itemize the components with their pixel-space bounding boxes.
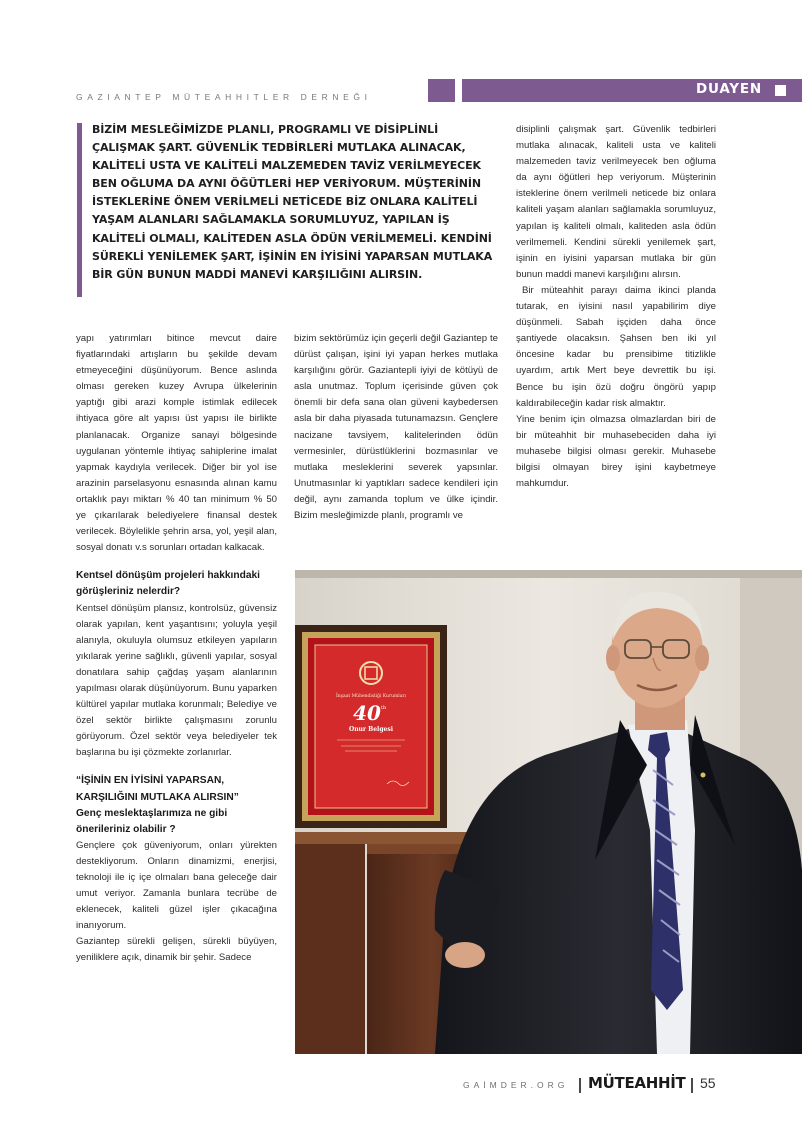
subheading-quote: “İŞİNİN EN İYİSİNİ YAPARSAN, KARŞILIĞINI MUTLAKA ALIRSIN” — [76, 775, 239, 803]
footer-site: GAİMDER.ORG — [463, 1080, 569, 1090]
page-number: 55 — [700, 1075, 716, 1091]
square-icon — [775, 85, 786, 96]
article-column-2 — [294, 331, 498, 524]
paragraph: yapı yatırımları bitince mevcut daire fiyatlarındaki artışların bu şekilde devam etmeyeceğini düşünüyorum. Bence aslında olması gereken kuzey Avrupa ülkelerinin yaptığı gibi arazi komple istimlak edilecek ihtiyaca göre alt yapısı üst yapısı ile birlikte planlanacak. Organize sanayi bölgesinde uygulanan yöntemle ihtiyaç sahiplerine imalat yapmak kaydıyla verilecek. Diğer bir yol ise arazinin parselasyonu esnasında alınan kamu ortaklık payı miktarı % 40 tan minimum % 50 ye çıkarılarak belediyelere finansal destek verilecek. Böylelikle şehrin arsa, yol, yeşil alan, sosyal donatı v.s sorunları ortadan kalkacak. — [76, 333, 277, 554]
plaque-suffix: th — [381, 705, 387, 711]
interview-question: Genç meslektaşlarımıza ne gibi önerileriniz olabilir ? — [76, 807, 228, 835]
interview-question: Kentsel dönüşüm projeleri hakkındaki görüşleriniz nelerdir? — [76, 570, 260, 598]
header-accent-block — [428, 79, 455, 102]
portrait-illustration — [295, 570, 802, 1054]
pull-quote: BİZİM MESLEĞİMİZDE PLANLI, PROGRAMLI VE DİSİPLİNLİ ÇALIŞMAK ŞART. GÜVENLİK TEDBİRLERİ MUTLAKA ALINACAK, KALİTELİ USTA VE KALİTELİ MALZEMEDEN TAVİZ VERİLMEYECEK BEN OĞLUMA DA AYNI ÖĞÜTLERİ HEP VERİYORUM. MÜŞTERİNİN İSTEKLERİNE ÖNEM VERİLMELİ NETİCEDE BİZ ONLARA KALİTELİ YAŞAM ALANLARI SAĞLAMAKLA SORUMLUYUZ, YAPILAN İŞ KALİTELİ OLMALI, KALİTEDEN ASLA ÖDÜN VERİLMEMELİ. KENDİNİ SÜREKLİ YENİLEMEK ŞART, İŞİNİN EN İYİSİNİ YAPARSAN MUTLAKA BİR GÜN BUNUN MADDİ MANEVİ KARŞILIĞINI ALIRSIN. — [92, 123, 493, 281]
paragraph: Bir müteahhit parayı daima ikinci planda tutarak, en iyisini nasıl yapabilirim diye düşünmeli. Sabah işçiden daha önce şantiyede olacaksın. Şahsen ben iki yıl öncesine kadar bu prensibime titizlikle uyardım, artık Mert beye devrettik bu işi. Bence bu işin özü doğru öngörü yapıp kaldırabileceğin kadar risk almaktır. — [516, 284, 716, 409]
paragraph: Yine benim için olmazsa olmazlardan biri de bir müteahhit bir muhasebeciden daha iyi muhasebe bilgisi olması gerekir. Muhasebe bilgisi olmayan birey işini kaybetmeye mahkumdur. — [516, 413, 716, 490]
paragraph: bizim sektörümüz için geçerli değil Gaziantep te dürüst çalışan, işini iyi yapan herkes mutlaka karşılığını görür. Gaziantepli iyiyi de kötüyü de asla unutmaz. Toplum içerisinde güven çok önemli bir defa sana olan güveni kaybedersen asla bir daha piyasada tutunamazsın. Gençlere nacizane tavsiyem, kalitelerinden ödün vermesinler, dürüstlüklerini bozmasınlar ve mutlaka mesleklerini severek yapsınlar. Unutmasınlar ki yaptıkları sadece kendileri için değil, aynı zamanda toplum ve ülke içindir. Bizim mesleğimizde planlı, programlı ve — [294, 333, 498, 522]
article-column-1 — [76, 331, 277, 967]
magazine-logo: MÜTEAHHİT — [588, 1074, 686, 1092]
portrait-photo — [295, 570, 802, 1054]
paragraph: Gaziantep sürekli gelişen, sürekli büyüyen, yeniliklere açık, dinamik bir şehir. Sadece — [76, 936, 277, 964]
footer-divider — [579, 1078, 581, 1093]
plaque-number: 40 — [353, 701, 381, 725]
plaque-title: Onur Belgesi — [348, 726, 394, 733]
paragraph: Kentsel dönüşüm plansız, kontrolsüz, güvensiz olarak yapılan, kent yaşantısını; yoluyla yeşil alanıyla, okuluyla olumsuz etkileyen yapıların yıkılarak yerine sağlıklı, güvenli yapılar, sosyal donatılara sahip çağdaş yaşam alanlarının yapılması olarak düşünüyorum. Bunu yaparken kültürel yapılar mutlaka korunmalı; Belediye ve özel sektör birlikte çalışmasını zorunlu görüyorum. Özel sektör veya belediyeler tek başlarına bu işi çözmekte zorlanırlar. — [76, 602, 277, 759]
plaque-org: İnşaat Mühendisliği Kurumları — [335, 694, 407, 699]
association-name: GAZIANTEP MÜTEAHHITLER DERNEĞI — [76, 92, 372, 102]
section-label: DUAYEN — [695, 81, 762, 97]
pull-quote-rule — [77, 123, 82, 297]
article-column-3 — [516, 122, 716, 492]
paragraph: disiplinli çalışmak şart. Güvenlik tedbirleri mutlaka alınacak, kaliteli usta ve kaliteli malzemeden taviz verilmeyecek ben oğluma da aynı öğütleri hep veriyorum. Müşterinin isteklerine önem verilmeli neticede biz onlara kaliteli yaşam alanları sağlamakla sorumluyuz, yapılan iş kaliteli olmalı, kaliteden asla ödün verilmemeli. Kendini sürekli yenilemek şart, işinin en iyisini yaparsan mutlaka bir gün bunun maddi manevi karşılığını alırsın. — [516, 124, 716, 280]
footer-divider — [691, 1078, 693, 1093]
section-banner — [462, 79, 802, 102]
paragraph: Gençlere çok güveniyorum, onları yürekten destekliyorum. Onların dinamizmi, enerjisi, teknoloji ile iç içe olmaları bana geleceğe dair umut veriyor. Zamanla bunlara tecrübe de eklenecek, kaliteli güzel işler çıkacağına inanıyorum. — [76, 839, 277, 932]
